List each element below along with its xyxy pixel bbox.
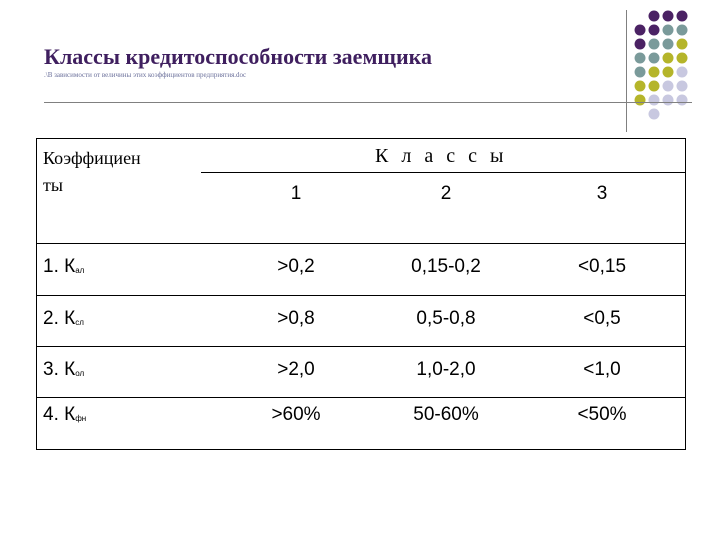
decorative-dot	[677, 11, 688, 22]
decorative-dot	[635, 39, 646, 50]
row-value-class-3: <0,5	[583, 308, 621, 329]
row-value-class-2: 50-60%	[413, 404, 479, 425]
decorative-dot	[635, 25, 646, 36]
row-value-class-3: <1,0	[583, 359, 621, 380]
decorative-dot	[649, 81, 660, 92]
credit-classes-table	[36, 138, 686, 450]
decorative-dot	[635, 67, 646, 78]
row-coefficient	[43, 256, 84, 278]
decorative-dot-grid	[628, 10, 712, 122]
table-row	[37, 346, 685, 398]
slide-title: Классы кредитоспособности заемщика	[44, 44, 433, 69]
header-classes: К л а с с ы	[375, 145, 508, 167]
decorative-dot	[635, 53, 646, 64]
horizontal-divider	[44, 102, 692, 103]
row-coefficient-sub: фн	[75, 414, 87, 423]
decorative-dot	[649, 25, 660, 36]
decorative-dot	[663, 53, 674, 64]
row-value-class-2: 1,0-2,0	[416, 359, 476, 380]
table-row	[37, 243, 685, 296]
table-row	[37, 397, 685, 450]
row-value-class-1: >0,8	[277, 308, 315, 329]
row-coefficient	[43, 359, 84, 381]
decorative-dot	[663, 11, 674, 22]
decorative-dot	[677, 67, 688, 78]
row-coefficient-name: 2. К	[43, 308, 76, 329]
decorative-dot	[649, 39, 660, 50]
decorative-dot	[663, 95, 674, 106]
decorative-dot	[649, 67, 660, 78]
decorative-dot	[677, 53, 688, 64]
header-coefficients-line2: ты	[43, 175, 63, 195]
row-coefficient-sub: ал	[75, 266, 85, 275]
header-subdivider	[201, 172, 685, 173]
header-coefficients-line1: Коэффициен	[43, 148, 141, 168]
row-coefficient-name: 4. К	[43, 404, 76, 425]
decorative-dot	[635, 95, 646, 106]
row-value-class-3: <0,15	[577, 256, 627, 277]
decorative-dot	[649, 11, 660, 22]
row-coefficient-sub: сл	[75, 318, 84, 327]
decorative-dot	[663, 67, 674, 78]
row-value-class-1: >60%	[271, 404, 321, 425]
class-number-2: 2	[440, 183, 452, 204]
row-value-class-2: 0,5-0,8	[416, 308, 476, 329]
row-value-class-3: <50%	[577, 404, 627, 425]
decorative-dot	[649, 95, 660, 106]
decorative-dot	[677, 95, 688, 106]
row-coefficient-name: 1. К	[43, 256, 76, 277]
decorative-dot	[677, 25, 688, 36]
table-row	[37, 295, 685, 347]
row-coefficient-name: 3. К	[43, 359, 76, 380]
slide-subtitle-link[interactable]: .\В зависимости от величины этих коэффициентов предприятия.doc	[44, 71, 247, 79]
decorative-dot	[635, 81, 646, 92]
row-coefficient	[43, 404, 86, 426]
row-coefficient-sub: ол	[75, 369, 85, 378]
decorative-dot	[677, 81, 688, 92]
decorative-dot	[677, 39, 688, 50]
vertical-divider	[626, 10, 627, 132]
header-coefficients	[43, 145, 141, 199]
class-number-3: 3	[596, 183, 608, 204]
decorative-dot	[663, 39, 674, 50]
decorative-dot	[649, 53, 660, 64]
decorative-dot	[663, 81, 674, 92]
row-value-class-1: >2,0	[277, 359, 315, 380]
decorative-dot	[649, 109, 660, 120]
class-number-1: 1	[290, 183, 302, 204]
row-value-class-2: 0,15-0,2	[411, 256, 481, 277]
row-coefficient	[43, 308, 84, 330]
decorative-dot	[663, 25, 674, 36]
row-value-class-1: >0,2	[277, 256, 315, 277]
